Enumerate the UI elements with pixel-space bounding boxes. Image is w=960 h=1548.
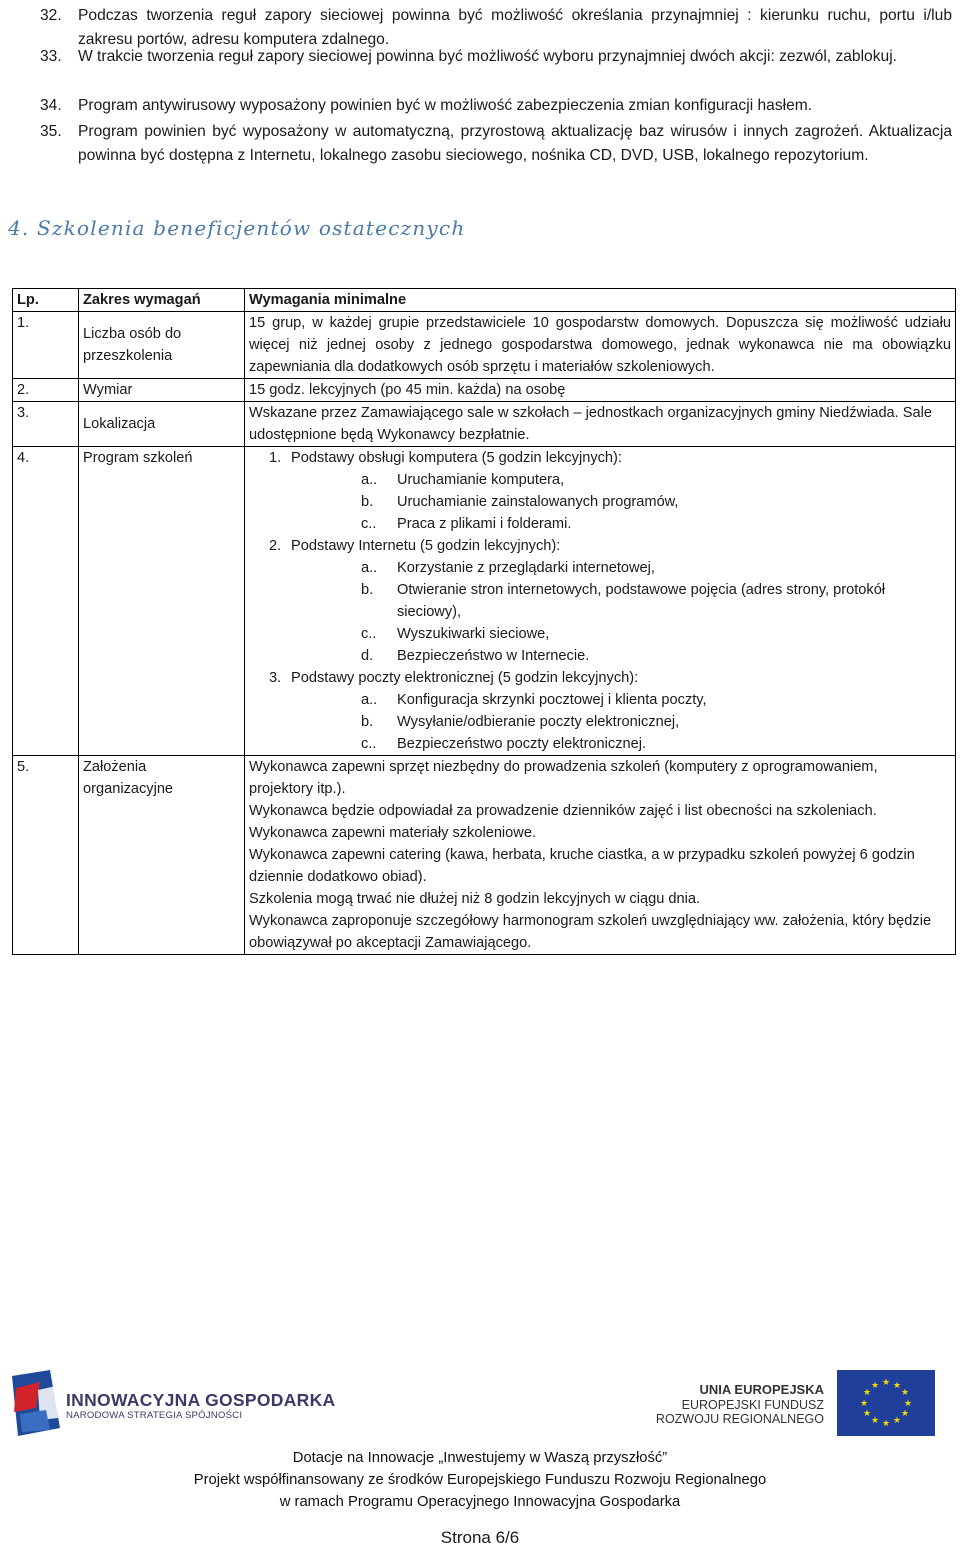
program-module — [249, 667, 951, 689]
eu-flag-icon — [837, 1370, 935, 1436]
cell-scope — [79, 312, 245, 379]
svg-text:★: ★ — [870, 1416, 880, 1426]
topic-text: Wysyłanie/odbieranie poczty elektronicznej, — [397, 714, 680, 730]
topic-number: c.. — [361, 516, 377, 532]
topic-number: d. — [361, 648, 374, 664]
program-topic — [249, 469, 951, 491]
svg-text:★: ★ — [881, 1419, 891, 1429]
program-topic — [249, 689, 951, 711]
table-row — [13, 402, 956, 447]
cell-scope: Program szkoleń — [79, 447, 245, 756]
table-row — [13, 756, 956, 955]
header-lp: Lp. — [13, 289, 79, 312]
requirement-number: 35. — [40, 123, 62, 140]
program-topic — [249, 491, 951, 513]
requirement-item — [0, 120, 960, 168]
table-row — [13, 312, 956, 379]
topic-text: Wyszukiwarki sieciowe, — [397, 626, 550, 642]
header-requirements: Wymagania minimalne — [245, 289, 956, 312]
program-topic — [249, 711, 951, 733]
requirement-text: Podczas tworzenia reguł zapory sieciowej powinna być możliwość określania przynajmniej : kierunku ruchu, portu i/lub zakresu portów, adresu komputera zdalnego. — [78, 7, 952, 48]
topic-text: Konfiguracja skrzynki pocztowej i klienta poczty, — [397, 692, 707, 708]
org-line: Wykonawca zapewni materiały szkoleniowe. — [249, 825, 537, 841]
topic-text: Uruchamianie zainstalowanych programów, — [397, 494, 679, 510]
program-module — [249, 447, 951, 469]
svg-text:★: ★ — [859, 1399, 869, 1409]
module-title: Podstawy Internetu (5 godzin lekcyjnych): — [291, 538, 561, 554]
topic-text: Korzystanie z przeglądarki internetowej, — [397, 560, 655, 576]
ig-logo-subtext: NARODOWA STRATEGIA SPÓJNOŚCI — [66, 1410, 243, 1421]
topic-number: c.. — [361, 736, 377, 752]
header-scope: Zakres wymagań — [79, 289, 245, 312]
org-line: Wykonawca będzie odpowiadał za prowadzenie dzienników zajęć i list obecności na szkoleniach. — [249, 803, 877, 819]
topic-number: b. — [361, 494, 374, 510]
svg-text:★: ★ — [900, 1409, 910, 1419]
topic-text: Bezpieczeństwo poczty elektronicznej. — [397, 736, 647, 752]
table-row — [13, 379, 956, 402]
topic-number: a.. — [361, 692, 378, 708]
svg-text:★: ★ — [900, 1388, 910, 1398]
ig-emblem-icon — [10, 1368, 62, 1438]
innowacyjna-gospodarka-logo — [10, 1368, 62, 1443]
topic-number: a.. — [361, 560, 378, 576]
module-title: Podstawy obsługi komputera (5 godzin lekcyjnych): — [291, 450, 622, 466]
org-line: Wykonawca zaproponuje szczegółowy harmonogram szkoleń uwzględniający ww. założenia, który będzie obowiązywał po akceptacji Zamawiającego. — [249, 913, 932, 951]
scope-text: Lokalizacja — [83, 416, 156, 432]
requirement-text: W trakcie tworzenia reguł zapory sieciowej powinna być możliwość wyboru przynajmniej dwóch akcji: zezwól, zablokuj. — [78, 48, 897, 65]
eu-logo-text: UNIA EUROPEJSKA — [699, 1382, 824, 1397]
requirement-item — [0, 45, 960, 69]
requirement-item — [0, 94, 960, 118]
program-topic — [249, 623, 951, 645]
topic-number: b. — [361, 582, 374, 598]
eu-logo-subtext: ROZWOJU REGIONALNEGO — [655, 1412, 824, 1426]
topic-text: Otwieranie stron internetowych, podstawowe pojęcia (adres strony, protokół sieciowy), — [397, 582, 886, 620]
module-number: 1. — [269, 450, 282, 466]
module-title: Podstawy poczty elektronicznej (5 godzin lekcyjnych): — [291, 670, 639, 686]
program-topic — [249, 513, 951, 535]
program-topic — [249, 557, 951, 579]
requirements-table — [12, 288, 956, 955]
topic-text: Uruchamianie komputera, — [397, 472, 565, 488]
topic-number: a.. — [361, 472, 378, 488]
svg-text:★: ★ — [903, 1399, 913, 1409]
cell-scope: Wymiar — [79, 379, 245, 402]
eu-logo-subtext: EUROPEJSKI FUNDUSZ — [681, 1398, 824, 1412]
cell-lp: 1. — [13, 312, 79, 379]
ig-logo-text: INNOWACYJNA GOSPODARKA — [66, 1390, 336, 1410]
topic-text: Bezpieczeństwo w Internecie. — [397, 648, 590, 664]
section-title: 4. Szkolenia beneficjentów ostatecznych — [8, 216, 466, 240]
cell-lp: 4. — [13, 447, 79, 756]
requirement-text: Program powinien być wyposażony w automatyczną, przyrostową aktualizację baz wirusów i innych zagrożeń. Aktualizacja powinna być dostępna z Internetu, lokalnego zasobu sieciowego, nośnika CD, DVD, USB, lokalnego repozytorium. — [78, 123, 952, 164]
topic-number: b. — [361, 714, 374, 730]
requirement-number: 32. — [40, 7, 62, 24]
cell-requirement: Wskazane przez Zamawiającego sale w szkołach – jednostkach organizacyjnych gminy Niedźwiada. Sale udostępnione będą Wykonawcy bezpłatnie. — [245, 402, 956, 447]
cell-program — [245, 447, 956, 756]
program-topic — [249, 733, 951, 755]
svg-text:★: ★ — [892, 1416, 902, 1426]
program-topic — [249, 645, 951, 667]
program-topic — [249, 579, 951, 623]
cell-requirement: 15 grup, w każdej grupie przedstawiciele 10 gospodarstw domowych. Dopuszcza się możliwość udziału więcej niż jednej osoby z jednego gospodarstwa domowego, jednak wykonawca nie ma obowiązku zapewniania dla dodatkowych osób sprzętu i materiałów szkoleniowych. — [245, 312, 956, 379]
footer-line: w ramach Programu Operacyjnego Innowacyjna Gospodarka — [279, 1494, 681, 1510]
cell-lp: 2. — [13, 379, 79, 402]
cell-scope — [79, 402, 245, 447]
org-line: Szkolenia mogą trwać nie dłużej niż 8 godzin lekcyjnych w ciągu dnia. — [249, 891, 701, 907]
scope-text: Liczba osób do przeszkolenia — [83, 326, 182, 364]
svg-text:★: ★ — [862, 1409, 872, 1419]
cell-lp: 5. — [13, 756, 79, 955]
requirement-number: 33. — [40, 48, 62, 65]
footer-line: Dotacje na Innowacje „Inwestujemy w Waszą przyszłość” — [292, 1450, 668, 1466]
requirement-text: Program antywirusowy wyposażony powinien być w możliwość zabezpieczenia zmian konfiguracji hasłem. — [78, 97, 813, 114]
svg-text:★: ★ — [862, 1388, 872, 1398]
module-number: 2. — [269, 538, 282, 554]
requirement-number: 34. — [40, 97, 62, 114]
page-number: Strona 6/6 — [440, 1528, 520, 1547]
topic-number: c.. — [361, 626, 377, 642]
cell-lp: 3. — [13, 402, 79, 447]
org-line: Wykonawca zapewni sprzęt niezbędny do prowadzenia szkoleń (komputery z oprogramowaniem, projektory itp.). — [249, 759, 878, 797]
cell-requirement: 15 godz. lekcyjnych (po 45 min. każda) na osobę — [245, 379, 956, 402]
topic-text: Praca z plikami i folderami. — [397, 516, 572, 532]
program-module — [249, 535, 951, 557]
org-line: Wykonawca zapewni catering (kawa, herbata, kruche ciastka, a w przypadku szkoleń powyżej 6 godzin dziennie dodatkowo obiad). — [249, 847, 915, 885]
cell-scope: Założenia organizacyjne — [79, 756, 245, 955]
cell-requirement — [245, 756, 956, 955]
module-number: 3. — [269, 670, 282, 686]
table-header-row — [13, 289, 956, 312]
svg-text:★: ★ — [881, 1378, 891, 1388]
svg-text:★: ★ — [892, 1381, 902, 1391]
table-row — [13, 447, 956, 756]
svg-text:★: ★ — [870, 1381, 880, 1391]
footer-line: Projekt współfinansowany ze środków Europejskiego Funduszu Rozwoju Regionalnego — [193, 1472, 767, 1488]
